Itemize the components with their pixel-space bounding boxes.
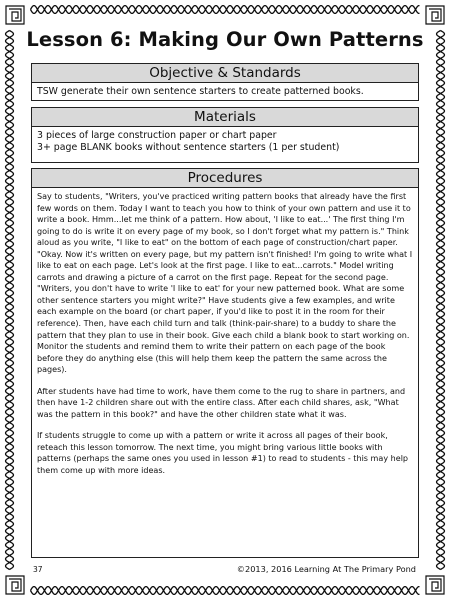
objective-text: TSW generate their own sentence starters to create patterned books. <box>37 86 364 97</box>
page-number: 37 <box>33 565 43 574</box>
procedures-paragraph: Say to students, "Writers, you've practiced writing pattern books that already have the first few words on them. Today I want to teach you how to think of your own pattern and use it to write a book. Hmm...let me think of a pattern. How about, 'I like to eat...' The first thing I'm going to do is write it on every page of my book, so I don't forget what my pattern is." Think aloud as you write, "I like to eat" on the bottom of each page of construction/chart paper. "Okay. Now it's written on every page, but my pattern isn't finished! I'm going to write what I like to eat on each page. Let's look at the first page. I like to eat...carrots." Model writing carrots and drawing a picture of a carrot on the first page. Repeat for the second page. "Writers, you don't have to write 'I like to eat' for your new patterned book. What are some other sentence starters you might write?" Have students give a few examples, and write each example on the board (or chart paper, if you'd like to post it in the room for their reference). Then, have each child turn and talk (think-pair-share) to a buddy to share the pattern that they plan to use in their book. Give each child a blank book to start working on. Monitor the students and remind them to write their pattern on each page of the book before they do anything else (this will help them keep the pattern the same across the pages). <box>37 192 413 375</box>
materials-section <box>31 107 419 163</box>
procedures-paragraph: If students struggle to come up with a pattern or write it across all pages of their book, reteach this lesson tomorrow. The next time, you might bring various little books with patterns (perhaps the same ones you used in lesson #1) to read to students - this may help them come up with more ideas. <box>37 431 409 476</box>
page-title: Lesson 6: Making Our Own Patterns <box>26 28 424 51</box>
procedures-section <box>31 168 419 558</box>
objective-heading: Objective & Standards <box>32 64 418 83</box>
materials-list <box>32 127 418 158</box>
objective-section <box>31 63 419 101</box>
procedures-paragraph: After students have had time to work, have them come to the rug to share in partners, and then have 1-2 children share out with the entire class. After each child shares, ask, "What was the pattern in this book?" and have the other children state what it was. <box>37 386 406 419</box>
procedures-heading: Procedures <box>32 169 418 188</box>
materials-item: 3 pieces of large construction paper or chart paper <box>37 130 277 141</box>
materials-item: 3+ page BLANK books without sentence starters (1 per student) <box>37 142 340 153</box>
copyright-notice: ©2013, 2016 Learning At The Primary Pond <box>236 564 416 574</box>
procedures-text <box>32 188 418 477</box>
materials-heading: Materials <box>32 108 418 127</box>
